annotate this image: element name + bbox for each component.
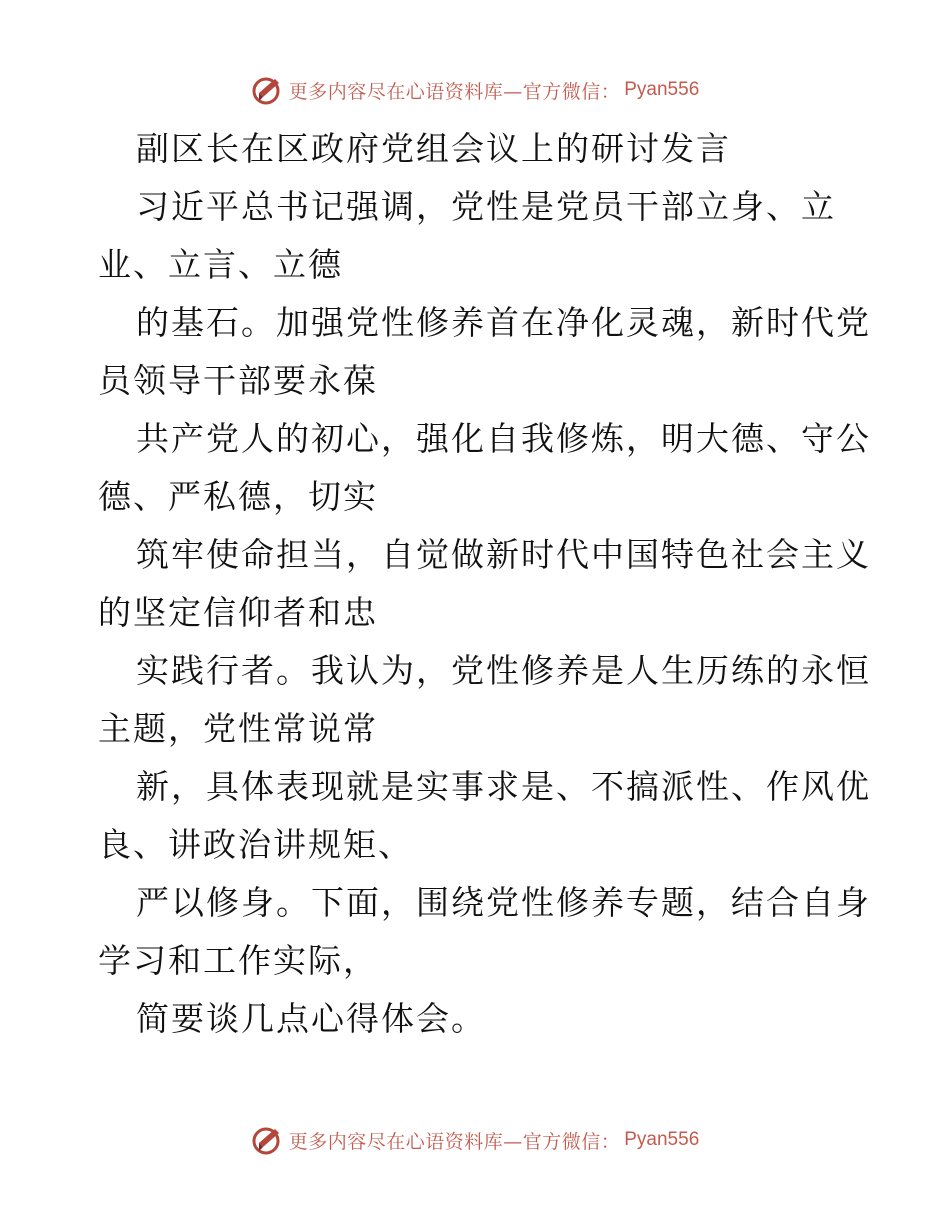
document-title: 副区长在区政府党组会议上的研讨发言: [136, 129, 731, 168]
footer-watermark-banner: [0, 1120, 950, 1160]
watermark-wechat-handle: Pyan556: [624, 1129, 700, 1150]
paragraph-line: 的坚定信仰者和忠: [98, 593, 378, 632]
document-body: [98, 120, 871, 1048]
paragraph-line: 新，具体表现就是实事求是、不搞派性、作风优: [136, 767, 871, 806]
paragraph-line: 共产党人的初心，强化自我修炼，明大德、守公: [136, 419, 871, 458]
pen-logo-icon: [251, 1123, 285, 1157]
pen-logo-icon: [251, 73, 285, 107]
watermark-wechat-handle: Pyan556: [624, 79, 700, 100]
watermark-brand-text: 更多内容尽在心语资料库—官方微信：: [288, 80, 621, 103]
paragraph-line: 德、严私德，切实: [98, 477, 378, 516]
paragraph-line: 实践行者。我认为，党性修养是人生历练的永恒: [136, 651, 871, 690]
header-watermark-banner: [0, 70, 950, 110]
paragraph-line: 主题，党性常说常: [98, 709, 378, 748]
paragraph-line: 的基石。加强党性修养首在净化灵魂，新时代党: [136, 303, 871, 342]
paragraph-line: 简要谈几点心得体会。: [136, 999, 486, 1038]
watermark-brand-text: 更多内容尽在心语资料库—官方微信：: [288, 1130, 621, 1153]
paragraph-line: 员领导干部要永葆: [98, 361, 378, 400]
paragraph-line: 严以修身。下面，围绕党性修养专题，结合自身: [136, 883, 871, 922]
paragraph-line: 业、立言、立德: [98, 245, 343, 284]
paragraph-line: 学习和工作实际，: [98, 941, 378, 980]
paragraph-line: 良、讲政治讲规矩、: [98, 825, 413, 864]
paragraph-line: 筑牢使命担当，自觉做新时代中国特色社会主义: [136, 535, 871, 574]
paragraph-line: 习近平总书记强调，党性是党员干部立身、立: [136, 187, 836, 226]
